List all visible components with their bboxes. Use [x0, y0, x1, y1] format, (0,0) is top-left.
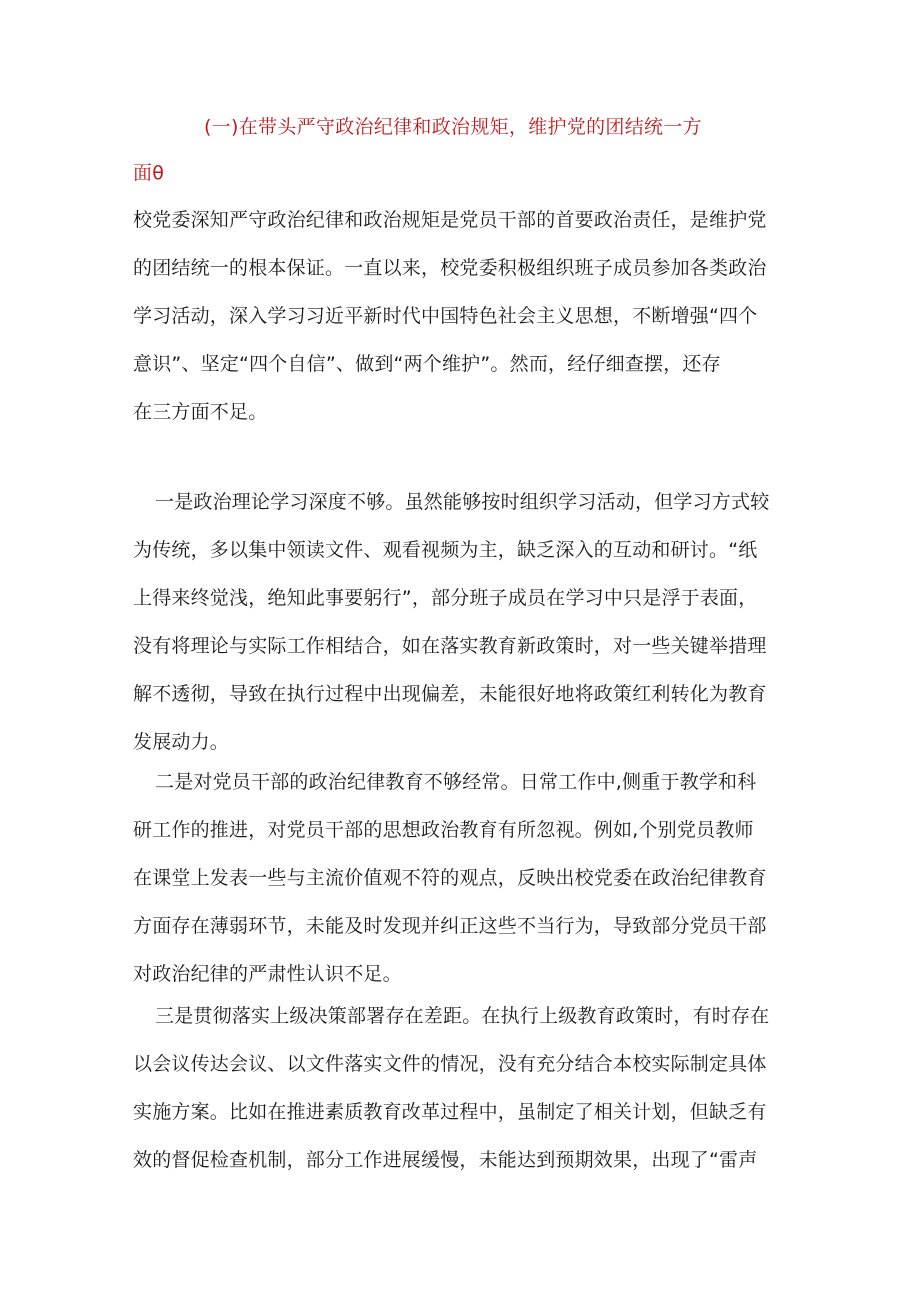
section-heading-line-2: 面θ [133, 162, 165, 184]
paragraph-line: 为传统，多以集中领读文件、观看视频为主，缺乏深入的互动和研讨。“纸 [133, 539, 758, 561]
paragraph-line: 二是对党员干部的政治纪律教育不够经常。日常工作中,侧重于教学和科 [155, 771, 757, 793]
paragraph-line: 一是政治理论学习深度不够。虽然能够按时组织学习活动，但学习方式较 [155, 491, 770, 513]
paragraph-line: 解不透彻，导致在执行过程中出现偏差，未能很好地将政策红利转化为教育 [133, 683, 767, 705]
paragraph-line: 对政治纪律的严肃性认识不足。 [133, 963, 402, 985]
paragraph-line: 在三方面不足。 [133, 401, 268, 423]
paragraph-intro [133, 196, 793, 436]
paragraph-line: 在课堂上发表一些与主流价值观不符的观点，反映出校党委在政治纪律教育 [133, 867, 767, 889]
paragraph-line: 以会议传达会议、以文件落实文件的情况，没有充分结合本校实际制定具体 [133, 1053, 767, 1075]
paragraph-line: 研工作的推进，对党员干部的思想政治教育有所忽视。例如,个别党员教师 [133, 819, 754, 841]
paragraph-line: 效的督促检查机制，部分工作进展缓慢，未能达到预期效果，出现了“雷声 [133, 1149, 758, 1171]
paragraph-line: 意识”、坚定“四个自信”、做到“两个维护”。然而，经仔细查摆，还存 [133, 353, 721, 375]
paragraph-point-one [133, 478, 793, 766]
paragraph-point-three [133, 992, 793, 1184]
section-heading-line-1: (一)在带头严守政治纪律和政治规矩，维护党的团结统一方 [204, 116, 702, 138]
paragraph-line: 没有将理论与实际工作相结合，如在落实教育新政策时，对一些关键举措理 [133, 635, 767, 657]
paragraph-line: 三是贯彻落实上级决策部署存在差距。在执行上级教育政策时，有时存在 [155, 1005, 770, 1027]
paragraph-line: 校党委深知严守政治纪律和政治规矩是党员干部的首要政治责任，是维护党 [133, 209, 767, 231]
paragraph-point-two [133, 758, 793, 998]
paragraph-line: 的团结统一的根本保证。一直以来，校党委积极组织班子成员参加各类政治 [133, 257, 767, 279]
paragraph-line: 发展动力。 [133, 731, 230, 753]
paragraph-line: 学习活动，深入学习习近平新时代中国特色社会主义思想，不断增强“四个 [133, 305, 758, 327]
paragraph-line: 实施方案。比如在推进素质教育改革过程中，虽制定了相关计划，但缺乏有 [133, 1101, 767, 1123]
paragraph-line: 上得来终觉浅，绝知此事要躬行”，部分班子成员在学习中只是浮于表面， [133, 587, 758, 609]
paragraph-line: 方面存在薄弱环节，未能及时发现并纠正这些不当行为，导致部分党员干部 [133, 915, 767, 937]
